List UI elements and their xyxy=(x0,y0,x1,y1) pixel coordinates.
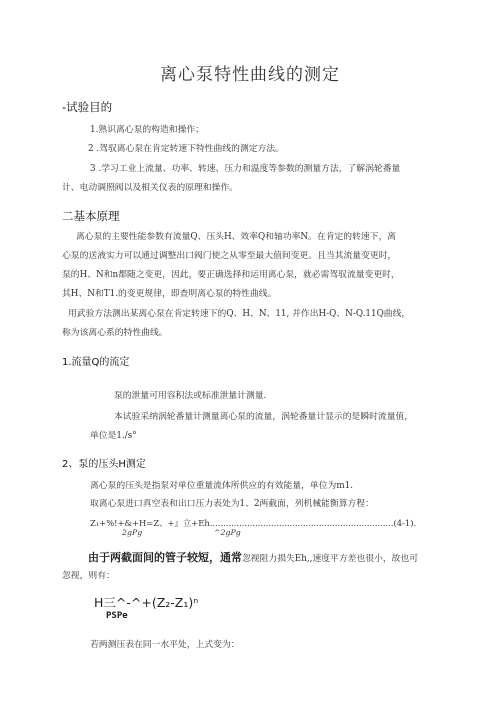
flow-line-1: 泵的泄量可用容积法或标准泄量计测量. xyxy=(114,391,267,401)
subheading-head: 2、泵的压头H测定 xyxy=(62,459,146,470)
neglect-lead: 由于两截面间的管子较短，通常 xyxy=(88,551,242,564)
principle-para1-line4: 其H、N和T1.的变更规律，即查明离心泵的特性曲线。 xyxy=(62,289,277,299)
neglect-tail: 忽视阻力损失Eh,,速度平方差也很小，故也可 xyxy=(242,554,419,564)
formula-4-1: Z₁+%!+&+H=Z、+』立+Eh.....................................................................(4-1). xyxy=(90,518,417,528)
neglect-statement xyxy=(88,546,418,565)
head-line-1: 离心泵的压头是指泵对单位重量流体所供应的有效能量，单位为m1. xyxy=(90,481,354,491)
principle-para1-line3: 泵的H、N和n都随之变更，因此，要正确选择和运用离心泵，就必需驾驭流量变更时， xyxy=(62,270,400,280)
principle-para2-line1: 用武验方法测出某离心泵在肯定转速下的Q、H、N、11, 并作出H-Q、N-Q.11Q曲线， xyxy=(68,309,411,319)
principle-para1-line1: 离心泵的主要性能参数有流量Q、压头H、效率Q和轴功率N。在肯定的转速下，离 xyxy=(76,232,397,242)
flow-line-2: 本试验采纳涡轮番量计测量离心泵的流量，涡轮番量计显示的是瞬时流量值， xyxy=(114,412,414,422)
principle-para1-line2: 心泵的送液实力可以通过调整出口阀门使之从零至最大值间变更。且当其流量变更时， xyxy=(62,251,397,261)
head-line-2: 取离心泵进口真空表和出口压力表处为1、2两截面，列机械能衡算方程： xyxy=(90,499,374,509)
formula-head: H三^-^+(Z₂-Z₁)ⁿ xyxy=(94,595,199,610)
purpose-item-3-cont: 计、电动调照阀以及相关仪表的原理和操作。 xyxy=(62,183,238,193)
purpose-item-3: 3 .学习工业上流量、功率、转速、压力和温度等参数的测量方法，了解涡轮番量 xyxy=(90,164,401,174)
section-heading-principle: 二基本原理 xyxy=(62,209,120,223)
section-heading-purpose: -试验目的 xyxy=(62,100,113,114)
formula-4-1-sub-a: 2gPg xyxy=(122,528,143,537)
purpose-item-1: 1.熟识离心泵的构造和操作； xyxy=(90,125,204,135)
document-title: 离心泵特性曲线的测定 xyxy=(160,65,340,85)
purpose-item-2: 2 .驾驭离心泵在肯定转速下特性曲线的测定方法。 xyxy=(88,144,284,154)
principle-para2-line2: 称为该离心系的特性曲线。 xyxy=(62,328,168,338)
neglect-line-2: 忽视，则有： xyxy=(62,571,115,581)
formula-head-sub: PSPe xyxy=(106,611,128,621)
subheading-flow: 1.流量Q的流定 xyxy=(62,357,130,368)
formula-4-1-sub-b: ^2gPg xyxy=(214,528,241,537)
head-last-line: 若两测压表在同一水平处，上式变为： xyxy=(90,640,240,650)
flow-line-3: 单位是1./s° xyxy=(90,431,137,441)
